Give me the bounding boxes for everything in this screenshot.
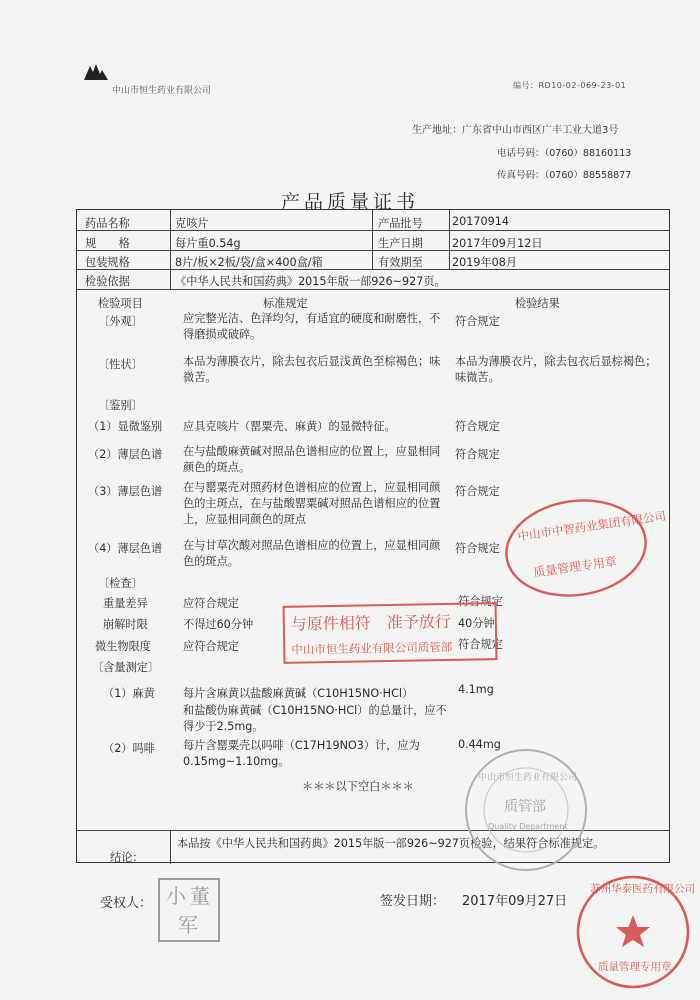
id4-standard: 在与甘草次酸对照品色谱相应的位置上，应显相同颜色的斑点。 [183, 539, 441, 568]
id2-standard: 在与盐酸麻黄碱对照品色谱相应的位置上，应显相同颜色的斑点。 [183, 445, 441, 474]
conclusion-label: 结论： [110, 851, 144, 864]
assay2-label: （2）吗啡 [103, 742, 155, 755]
weight-variation-result: 符合规定 [458, 595, 503, 608]
qa-department-en: Quality Department [488, 822, 568, 831]
blank-marker: ＊＊＊以下空白＊＊＊ [302, 780, 414, 793]
group-qa-stamp-text: 质量管理专用章 [532, 554, 618, 580]
id1-label: （1）显微鉴别 [88, 420, 163, 433]
property-label: 〔性状〕 [98, 358, 143, 371]
production-date: 2017年09月12日 [452, 237, 543, 250]
identification-label: 〔鉴别〕 [98, 399, 143, 412]
id1-result: 符合规定 [455, 420, 500, 433]
document-number: 编号：RD10-02-069-23-01 [513, 81, 627, 90]
star-icon [616, 915, 650, 947]
appearance-label: 〔外观〕 [98, 315, 143, 328]
weight-variation-standard: 应符合规定 [183, 597, 239, 610]
production-date-label: 生产日期 [378, 237, 423, 250]
qa-department-stamp [462, 746, 590, 874]
sign-date-label: 签发日期： [380, 894, 446, 909]
id2-result: 符合规定 [455, 448, 500, 461]
property-standard: 本品为薄膜衣片，除去包衣后显浅黄色至棕褐色；味微苦。 [183, 355, 441, 384]
assay1-standard-line1: 每片含麻黄以盐酸麻黄碱（C10H15NO·HCl） [183, 687, 414, 700]
disintegration-standard: 不得过60分钟 [183, 618, 254, 631]
assay1-result: 4.1mg [458, 683, 494, 696]
id1-standard: 应具克咳片（罂粟壳、麻黄）的显微特征。 [183, 420, 396, 433]
appearance-standard: 应完整光洁、色泽均匀，有适宜的硬度和耐磨性，不得磨损或破碎。 [183, 312, 441, 341]
assay-label: 〔含量测定〕 [92, 661, 160, 674]
id4-result: 符合规定 [455, 542, 500, 555]
basis-value: 《中华人民共和国药典》2015年版一部926~927页。 [175, 275, 446, 288]
disintegration-label: 崩解时限 [103, 618, 148, 631]
production-address: 生产地址：广东省中山市西区广丰工业大道3号 [412, 125, 619, 136]
column-header-standard: 标准规定 [263, 297, 308, 310]
copy-conforms-stamp [283, 602, 498, 664]
drug-name: 克咳片 [175, 217, 209, 230]
suzhou-stamp-ring-text: 苏州华泰医药有限公司 [590, 883, 695, 895]
check-label: 〔检查〕 [98, 577, 143, 590]
weight-variation-label: 重量差异 [103, 597, 148, 610]
id3-label: （3）薄层色谱 [88, 485, 163, 498]
packaging-label: 包装规格 [85, 256, 130, 269]
authorizer-label: 受权人： [100, 896, 153, 911]
assay2-result: 0.44mg [458, 738, 501, 751]
property-result: 本品为薄膜衣片，除去包衣后显棕褐色；味微苦。 [455, 355, 657, 384]
copy-stamp-line2: 中山市恒生药业有限公司质管部 [291, 639, 453, 657]
company-name: 中山市恒生药业有限公司 [112, 86, 212, 96]
fax-number: 传真号码：（0760）88558877 [497, 170, 632, 181]
id4-label: （4）薄层色谱 [88, 542, 163, 555]
id3-standard: 在与罂粟壳对照药材色谱相应的位置上，应显相同颜色的主斑点，在与盐酸罂粟碱对照品色谱相应的位置上，应显相同颜色的斑点 [183, 481, 441, 526]
assay1-label: （1）麻黄 [103, 687, 155, 700]
qa-department-ring-text: 中山市恒生药业有限公司 [478, 773, 578, 783]
personal-seal-chars: 小董军 [166, 884, 214, 937]
qa-department-text: 质管部 [504, 799, 546, 815]
phone-number: 电话号码：（0760）88160113 [497, 148, 632, 159]
appearance-result: 符合规定 [455, 315, 500, 328]
suzhou-qa-stamp [574, 873, 695, 991]
spec-label: 规 格 [85, 237, 130, 250]
drug-name-label: 药品名称 [85, 217, 130, 230]
group-qa-stamp [503, 498, 667, 598]
basis-label: 检验依据 [85, 275, 130, 288]
batch-number: 20170914 [452, 215, 509, 228]
disintegration-result: 40分钟 [458, 617, 495, 630]
packaging-value: 8片/板×2板/袋/盒×400盒/箱 [175, 256, 323, 269]
batch-label: 产品批号 [378, 217, 423, 230]
group-qa-stamp-ring-text: 中山市中智药业集团有限公司 [516, 508, 667, 544]
column-header-item: 检验项目 [98, 297, 143, 310]
suzhou-stamp-sub: 质量管理专用章 [598, 961, 672, 973]
expiry-label: 有效期至 [378, 256, 423, 269]
page-title: 产品质量证书 [280, 191, 419, 213]
company-logo-icon [82, 60, 110, 82]
expiry-value: 2019年08月 [452, 256, 518, 269]
microbial-limit-standard: 应符合规定 [183, 640, 239, 653]
assay1-standard-line2: 和盐酸伪麻黄碱（C10H15NO·HCl）的总量计，应不得少于2.5mg。 [183, 704, 447, 733]
id3-result: 符合规定 [455, 485, 500, 498]
microbial-limit-result: 符合规定 [458, 638, 503, 651]
conclusion-text: 本品按《中华人民共和国药典》2015年版一部926~927页检验，结果符合标准规定。 [177, 837, 605, 850]
column-header-result: 检验结果 [515, 297, 560, 310]
assay2-standard: 每片含罂粟壳以吗啡（C17H19NO3）计，应为0.15mg~1.10mg。 [183, 739, 420, 768]
sign-date: 2017年09月27日 [462, 894, 568, 909]
microbial-limit-label: 微生物限度 [95, 640, 151, 653]
id2-label: （2）薄层色谱 [88, 448, 163, 461]
spec-value: 每片重0.54g [175, 237, 241, 250]
personal-seal [158, 878, 220, 942]
copy-stamp-line1: 与原件相符 准予放行 [290, 611, 451, 634]
